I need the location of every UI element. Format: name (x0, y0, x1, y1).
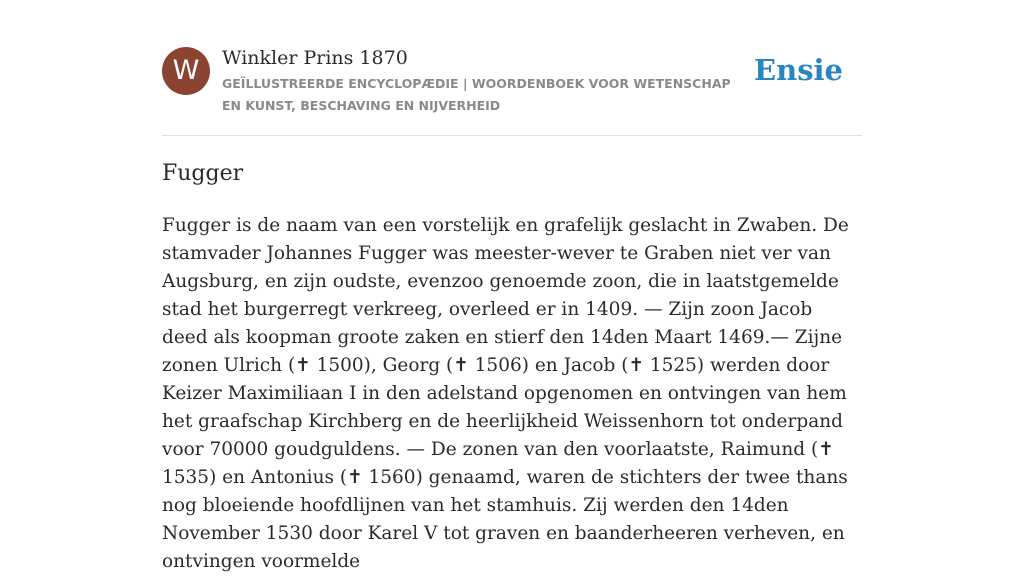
article-title: Fugger (162, 161, 244, 186)
brand-logo[interactable]: Ensie (754, 53, 843, 87)
header-divider (162, 135, 862, 136)
source-subtitle: GEÏLLUSTREERDE ENCYCLOPÆDIE | WOORDENBOEK VOOR WETENSCHAP EN KUNST, BESCHAVING EN NIJVERHEID (222, 76, 731, 113)
avatar[interactable]: W (162, 47, 210, 95)
source-title[interactable]: Winkler Prins 1870 (222, 47, 408, 69)
source-header (162, 46, 862, 136)
article-body: Fugger is de naam van een vorstelijk en grafelijk geslacht in Zwaben. De stamvader Johannes Fugger was meester-wever te Graben niet ver van Augsburg, en zijn oudste, evenzoo genoemde zoon, die in laatstgemelde stad het burgerregt verkreeg, overleed er in 1409. — Zijn zoon Jacob deed als koopman groote zaken en stierf den 14den Maart 1469.— Zijne zonen Ulrich (✝ 1500), Georg (✝ 1506) en Jacob (✝ 1525) werden door Keizer Maximiliaan I in den adelstand opgenomen en ontvingen van hem het graafschap Kirchberg en de heerlijkheid Weissenhorn tot onderpand voor 70000 goudguldens. — De zonen van den voorlaatste, Raimund (✝ 1535) en Antonius (✝ 1560) genaamd, waren de stichters der twee thans nog bloeiende hoofdlijnen van het stamhuis. Zij werden den 14den November 1530 door Karel V tot graven en baanderheeren verheven, en ontvingen voormelde (162, 215, 849, 572)
